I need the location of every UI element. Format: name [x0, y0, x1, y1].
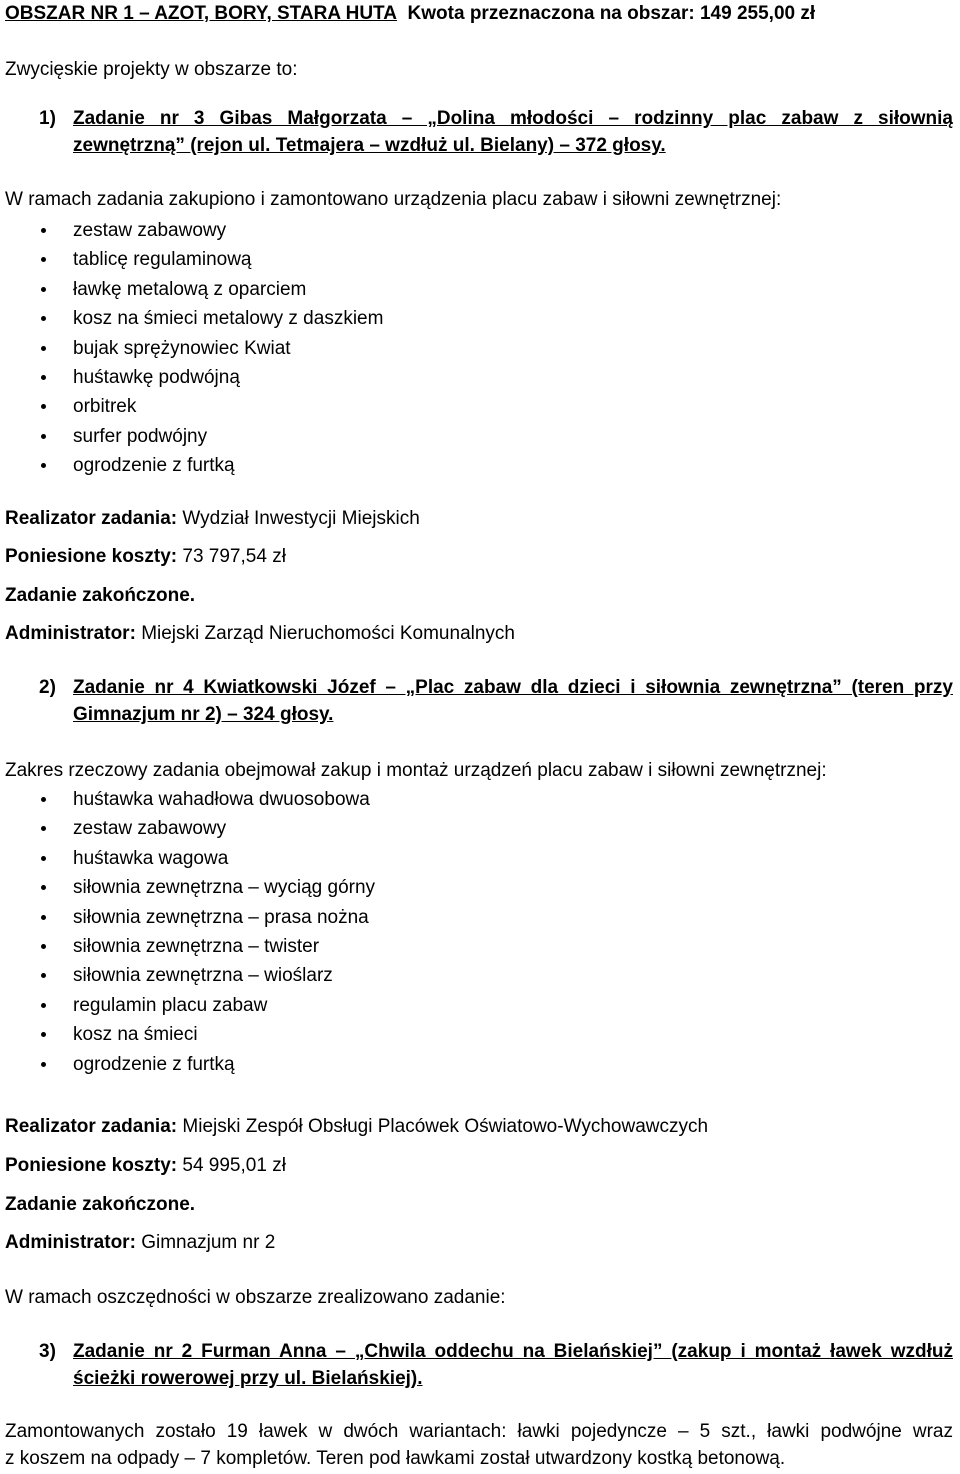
field-value: Wydział Inwestycji Miejskich — [182, 508, 420, 529]
field-value: Miejski Zespół Obsługi Placówek Oświatowo-Wychowawczych — [182, 1116, 709, 1137]
list-item: huśtawka wahadłowa dwuosobowa — [5, 785, 375, 814]
list-item: surfer podwójny — [5, 422, 383, 451]
area-quota: Kwota przeznaczona na obszar: 149 255,00 zł — [407, 3, 816, 24]
task-2-status: Zadanie zakończone. — [5, 1194, 196, 1215]
task-2-administrator — [5, 1231, 275, 1255]
field-label: Poniesione koszty: — [5, 1155, 178, 1176]
task-1-intro: W ramach zadania zakupiono i zamontowano urządzenia placu zabaw i siłowni zewnętrznej: — [5, 189, 782, 210]
list-item: ogrodzenie z furtką — [5, 451, 383, 480]
task-title-line: Zadanie nr 3 Gibas Małgorzata – „Dolina młodości – rodzinny plac zabaw z siłownią — [73, 108, 953, 129]
list-item: ogrodzenie z furtką — [5, 1050, 375, 1079]
list-item: huśtawkę podwójną — [5, 363, 383, 392]
field-value: 73 797,54 zł — [182, 546, 286, 567]
task-2-equipment-list — [5, 785, 375, 1079]
task-title-line: Gimnazjum nr 2) – 324 głosy. — [73, 704, 334, 725]
list-item: siłownia zewnętrzna – twister — [5, 932, 375, 961]
task-number: 1) — [39, 108, 56, 129]
savings-intro: W ramach oszczędności w obszarze zrealizowano zadanie: — [5, 1287, 506, 1308]
task-3-description-line: z koszem na odpady – 7 kompletów. Teren pod ławkami został utwardzony kostką betonową. — [5, 1448, 786, 1469]
task-1-administrator — [5, 622, 515, 646]
field-label: Realizator zadania: — [5, 1116, 178, 1137]
list-item: zestaw zabawowy — [5, 814, 375, 843]
task-1-status: Zadanie zakończone. — [5, 585, 196, 606]
field-label: Realizator zadania: — [5, 508, 178, 529]
task-number: 2) — [39, 677, 56, 698]
task-1-cost — [5, 545, 286, 569]
field-label: Administrator: — [5, 1232, 136, 1253]
area-header — [5, 2, 815, 26]
field-value: 54 995,01 zł — [182, 1155, 286, 1176]
task-1-equipment-list — [5, 216, 383, 481]
list-item: huśtawka wagowa — [5, 844, 375, 873]
list-item: zestaw zabawowy — [5, 216, 383, 245]
list-item: regulamin placu zabaw — [5, 991, 375, 1020]
task-2-contractor — [5, 1115, 708, 1139]
field-label: Poniesione koszty: — [5, 546, 178, 567]
task-title-line: ścieżki rowerowej przy ul. Bielańskiej). — [73, 1368, 423, 1389]
task-1-contractor — [5, 507, 420, 531]
area-title: OBSZAR NR 1 – AZOT, BORY, STARA HUTA — [5, 3, 397, 24]
list-item: ławkę metalową z oparciem — [5, 275, 383, 304]
list-item: tablicę regulaminową — [5, 245, 383, 274]
winners-intro: Zwycięskie projekty w obszarze to: — [5, 59, 298, 80]
task-2-intro: Zakres rzeczowy zadania obejmował zakup i montaż urządzeń placu zabaw i siłowni zewnętrznej: — [5, 760, 827, 781]
task-title-line: zewnętrzną” (rejon ul. Tetmajera – wzdłuż ul. Bielany) – 372 głosy. — [73, 135, 666, 156]
task-number: 3) — [39, 1341, 56, 1362]
list-item: siłownia zewnętrzna – prasa nożna — [5, 903, 375, 932]
list-item: siłownia zewnętrzna – wioślarz — [5, 961, 375, 990]
list-item: siłownia zewnętrzna – wyciąg górny — [5, 873, 375, 902]
list-item: kosz na śmieci metalowy z daszkiem — [5, 304, 383, 333]
field-value: Gimnazjum nr 2 — [141, 1232, 276, 1253]
task-title-line: Zadanie nr 4 Kwiatkowski Józef – „Plac zabaw dla dzieci i siłownia zewnętrzna” (teren przy — [73, 677, 953, 698]
task-2-cost — [5, 1154, 286, 1178]
list-item: kosz na śmieci — [5, 1020, 375, 1049]
list-item: bujak sprężynowiec Kwiat — [5, 334, 383, 363]
task-3-description-line: Zamontowanych zostało 19 ławek w dwóch wariantach: ławki pojedyncze – 5 szt., ławki podwójne wraz — [5, 1421, 953, 1442]
task-title-line: Zadanie nr 2 Furman Anna – „Chwila oddechu na Bielańskiej” (zakup i montaż ławek wzdłuż — [73, 1341, 953, 1362]
field-value: Miejski Zarząd Nieruchomości Komunalnych — [141, 623, 515, 644]
field-label: Administrator: — [5, 623, 136, 644]
list-item: orbitrek — [5, 392, 383, 421]
